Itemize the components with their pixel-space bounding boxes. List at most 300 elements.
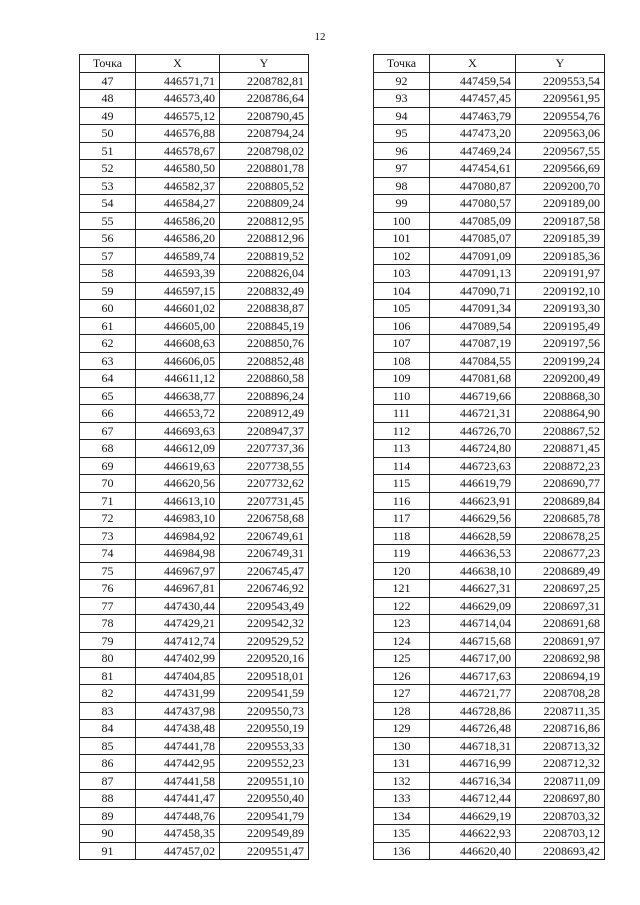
cell-point: 81 bbox=[80, 667, 136, 685]
cell-x: 446984,92 bbox=[136, 527, 220, 545]
table-row bbox=[374, 107, 605, 125]
cell-point: 57 bbox=[80, 247, 136, 265]
cell-y: 2208868,30 bbox=[516, 387, 605, 405]
cell-point: 89 bbox=[80, 807, 136, 825]
cell-point: 72 bbox=[80, 510, 136, 528]
cell-point: 104 bbox=[374, 282, 430, 300]
table-row bbox=[374, 370, 605, 388]
table-row bbox=[374, 562, 605, 580]
cell-x: 446638,10 bbox=[430, 562, 516, 580]
cell-x: 446719,66 bbox=[430, 387, 516, 405]
cell-x: 447412,74 bbox=[136, 632, 220, 650]
cell-y: 2209541,79 bbox=[220, 807, 309, 825]
table-row bbox=[80, 737, 309, 755]
cell-y: 2208703,32 bbox=[516, 807, 605, 825]
cell-x: 446716,34 bbox=[430, 772, 516, 790]
header-point: Точка bbox=[374, 55, 430, 73]
cell-point: 85 bbox=[80, 737, 136, 755]
cell-y: 2209185,39 bbox=[516, 230, 605, 248]
table-row bbox=[80, 352, 309, 370]
table-row bbox=[374, 422, 605, 440]
cell-point: 102 bbox=[374, 247, 430, 265]
cell-x: 446575,12 bbox=[136, 107, 220, 125]
cell-y: 2209189,00 bbox=[516, 195, 605, 213]
cell-y: 2209551,47 bbox=[220, 842, 309, 860]
cell-y: 2208689,49 bbox=[516, 562, 605, 580]
cell-x: 447085,09 bbox=[430, 212, 516, 230]
table-row bbox=[80, 632, 309, 650]
cell-x: 446723,63 bbox=[430, 457, 516, 475]
cell-x: 446628,59 bbox=[430, 527, 516, 545]
table-row bbox=[374, 72, 605, 90]
cell-point: 71 bbox=[80, 492, 136, 510]
cell-y: 2208812,95 bbox=[220, 212, 309, 230]
cell-x: 446636,53 bbox=[430, 545, 516, 563]
table-row bbox=[80, 492, 309, 510]
cell-y: 2206749,61 bbox=[220, 527, 309, 545]
cell-y: 2208838,87 bbox=[220, 300, 309, 318]
cell-x: 446608,63 bbox=[136, 335, 220, 353]
cell-y: 2209199,24 bbox=[516, 352, 605, 370]
cell-point: 74 bbox=[80, 545, 136, 563]
cell-point: 49 bbox=[80, 107, 136, 125]
cell-y: 2209197,56 bbox=[516, 335, 605, 353]
cell-point: 95 bbox=[374, 125, 430, 143]
cell-point: 66 bbox=[80, 405, 136, 423]
table-row bbox=[80, 90, 309, 108]
table-row bbox=[80, 580, 309, 598]
cell-point: 75 bbox=[80, 562, 136, 580]
table-row bbox=[374, 317, 605, 335]
cell-x: 447441,78 bbox=[136, 737, 220, 755]
cell-x: 446638,77 bbox=[136, 387, 220, 405]
table-row bbox=[374, 247, 605, 265]
cell-point: 128 bbox=[374, 702, 430, 720]
cell-x: 447429,21 bbox=[136, 615, 220, 633]
cell-y: 2206746,92 bbox=[220, 580, 309, 598]
cell-y: 2208798,02 bbox=[220, 142, 309, 160]
cell-x: 446597,15 bbox=[136, 282, 220, 300]
cell-x: 446728,86 bbox=[430, 702, 516, 720]
cell-y: 2208697,31 bbox=[516, 597, 605, 615]
cell-point: 91 bbox=[80, 842, 136, 860]
cell-y: 2208805,52 bbox=[220, 177, 309, 195]
cell-y: 2208703,12 bbox=[516, 825, 605, 843]
table-row bbox=[80, 177, 309, 195]
table-body bbox=[374, 72, 605, 860]
cell-point: 110 bbox=[374, 387, 430, 405]
cell-y: 2209551,10 bbox=[220, 772, 309, 790]
cell-y: 2208691,97 bbox=[516, 632, 605, 650]
cell-x: 447473,20 bbox=[430, 125, 516, 143]
cell-y: 2208697,25 bbox=[516, 580, 605, 598]
table-row bbox=[374, 475, 605, 493]
cell-y: 2208850,76 bbox=[220, 335, 309, 353]
cell-point: 108 bbox=[374, 352, 430, 370]
table-row bbox=[374, 807, 605, 825]
cell-point: 90 bbox=[80, 825, 136, 843]
cell-x: 446619,79 bbox=[430, 475, 516, 493]
table-row bbox=[374, 650, 605, 668]
table-row bbox=[80, 510, 309, 528]
cell-x: 446576,88 bbox=[136, 125, 220, 143]
cell-x: 447404,85 bbox=[136, 667, 220, 685]
table-row bbox=[80, 72, 309, 90]
cell-point: 61 bbox=[80, 317, 136, 335]
cell-y: 2208794,24 bbox=[220, 125, 309, 143]
cell-x: 447430,44 bbox=[136, 597, 220, 615]
cell-x: 447438,48 bbox=[136, 720, 220, 738]
cell-point: 77 bbox=[80, 597, 136, 615]
cell-x: 447448,76 bbox=[136, 807, 220, 825]
header-y: Y bbox=[220, 55, 309, 73]
cell-point: 122 bbox=[374, 597, 430, 615]
cell-point: 78 bbox=[80, 615, 136, 633]
cell-point: 65 bbox=[80, 387, 136, 405]
cell-x: 446589,74 bbox=[136, 247, 220, 265]
cell-y: 2209549,89 bbox=[220, 825, 309, 843]
cell-point: 136 bbox=[374, 842, 430, 860]
cell-point: 79 bbox=[80, 632, 136, 650]
cell-y: 2206758,68 bbox=[220, 510, 309, 528]
cell-y: 2208786,64 bbox=[220, 90, 309, 108]
cell-x: 447091,09 bbox=[430, 247, 516, 265]
cell-point: 119 bbox=[374, 545, 430, 563]
page-number: 12 bbox=[314, 31, 326, 43]
header-y: Y bbox=[516, 55, 605, 73]
cell-x: 446629,09 bbox=[430, 597, 516, 615]
cell-point: 59 bbox=[80, 282, 136, 300]
cell-y: 2208852,48 bbox=[220, 352, 309, 370]
cell-x: 446623,91 bbox=[430, 492, 516, 510]
cell-y: 2208713,32 bbox=[516, 737, 605, 755]
cell-point: 107 bbox=[374, 335, 430, 353]
table-row bbox=[374, 825, 605, 843]
cell-y: 2209542,32 bbox=[220, 615, 309, 633]
cell-y: 2209541,59 bbox=[220, 685, 309, 703]
cell-point: 120 bbox=[374, 562, 430, 580]
cell-point: 96 bbox=[374, 142, 430, 160]
cell-x: 446620,56 bbox=[136, 475, 220, 493]
table-row bbox=[80, 755, 309, 773]
cell-y: 2208826,04 bbox=[220, 265, 309, 283]
table-row bbox=[374, 737, 605, 755]
cell-point: 84 bbox=[80, 720, 136, 738]
cell-point: 54 bbox=[80, 195, 136, 213]
cell-x: 447437,98 bbox=[136, 702, 220, 720]
table-row bbox=[374, 772, 605, 790]
coordinates-table-left bbox=[79, 54, 309, 860]
cell-y: 2208912,49 bbox=[220, 405, 309, 423]
table-body bbox=[80, 72, 309, 860]
cell-x: 447454,61 bbox=[430, 160, 516, 178]
table-row bbox=[374, 842, 605, 860]
cell-point: 50 bbox=[80, 125, 136, 143]
table-row bbox=[80, 475, 309, 493]
table-row bbox=[80, 790, 309, 808]
cell-x: 447457,02 bbox=[136, 842, 220, 860]
table-row bbox=[80, 720, 309, 738]
table-row bbox=[80, 842, 309, 860]
table-row bbox=[374, 720, 605, 738]
cell-point: 133 bbox=[374, 790, 430, 808]
cell-x: 447081,68 bbox=[430, 370, 516, 388]
cell-y: 2208819,52 bbox=[220, 247, 309, 265]
cell-x: 446717,00 bbox=[430, 650, 516, 668]
cell-x: 446573,40 bbox=[136, 90, 220, 108]
cell-y: 2209554,76 bbox=[516, 107, 605, 125]
cell-x: 446580,50 bbox=[136, 160, 220, 178]
table-row bbox=[80, 667, 309, 685]
cell-point: 93 bbox=[374, 90, 430, 108]
cell-point: 47 bbox=[80, 72, 136, 90]
cell-point: 115 bbox=[374, 475, 430, 493]
cell-point: 123 bbox=[374, 615, 430, 633]
table-row bbox=[80, 825, 309, 843]
cell-point: 87 bbox=[80, 772, 136, 790]
table-row bbox=[80, 562, 309, 580]
header-x: X bbox=[136, 55, 220, 73]
cell-y: 2208678,25 bbox=[516, 527, 605, 545]
cell-y: 2208711,09 bbox=[516, 772, 605, 790]
cell-x: 447441,47 bbox=[136, 790, 220, 808]
cell-point: 126 bbox=[374, 667, 430, 685]
table-row bbox=[374, 597, 605, 615]
table-row bbox=[374, 510, 605, 528]
cell-point: 86 bbox=[80, 755, 136, 773]
cell-y: 2209561,95 bbox=[516, 90, 605, 108]
cell-point: 63 bbox=[80, 352, 136, 370]
cell-point: 52 bbox=[80, 160, 136, 178]
table-row bbox=[80, 282, 309, 300]
cell-y: 2209187,58 bbox=[516, 212, 605, 230]
table-row bbox=[374, 440, 605, 458]
table-row bbox=[374, 615, 605, 633]
table-row bbox=[80, 335, 309, 353]
cell-y: 2208832,49 bbox=[220, 282, 309, 300]
cell-x: 446726,48 bbox=[430, 720, 516, 738]
table-row bbox=[374, 387, 605, 405]
table-row bbox=[80, 195, 309, 213]
cell-point: 73 bbox=[80, 527, 136, 545]
cell-y: 2208809,24 bbox=[220, 195, 309, 213]
table-row bbox=[374, 195, 605, 213]
cell-y: 2207737,36 bbox=[220, 440, 309, 458]
cell-x: 447463,79 bbox=[430, 107, 516, 125]
cell-y: 2208689,84 bbox=[516, 492, 605, 510]
table-row bbox=[374, 160, 605, 178]
cell-x: 447441,58 bbox=[136, 772, 220, 790]
cell-y: 2209563,06 bbox=[516, 125, 605, 143]
header-point: Точка bbox=[80, 55, 136, 73]
table-row bbox=[80, 527, 309, 545]
cell-x: 446620,40 bbox=[430, 842, 516, 860]
cell-point: 97 bbox=[374, 160, 430, 178]
cell-x: 446718,31 bbox=[430, 737, 516, 755]
cell-y: 2207731,45 bbox=[220, 492, 309, 510]
table-row bbox=[80, 457, 309, 475]
cell-y: 2208690,77 bbox=[516, 475, 605, 493]
cell-x: 447431,99 bbox=[136, 685, 220, 703]
cell-x: 446693,63 bbox=[136, 422, 220, 440]
table-row bbox=[80, 230, 309, 248]
cell-y: 2209543,49 bbox=[220, 597, 309, 615]
table-row bbox=[374, 265, 605, 283]
cell-x: 446967,97 bbox=[136, 562, 220, 580]
cell-y: 2206745,47 bbox=[220, 562, 309, 580]
cell-point: 125 bbox=[374, 650, 430, 668]
cell-point: 82 bbox=[80, 685, 136, 703]
table-row bbox=[374, 177, 605, 195]
cell-point: 51 bbox=[80, 142, 136, 160]
table-row bbox=[374, 300, 605, 318]
cell-point: 127 bbox=[374, 685, 430, 703]
cell-point: 88 bbox=[80, 790, 136, 808]
cell-x: 447402,99 bbox=[136, 650, 220, 668]
cell-y: 2209191,97 bbox=[516, 265, 605, 283]
cell-x: 446721,31 bbox=[430, 405, 516, 423]
table-row bbox=[374, 230, 605, 248]
table-row bbox=[80, 125, 309, 143]
cell-x: 446712,44 bbox=[430, 790, 516, 808]
cell-x: 446983,10 bbox=[136, 510, 220, 528]
cell-x: 447457,45 bbox=[430, 90, 516, 108]
table-row bbox=[80, 160, 309, 178]
cell-x: 446721,77 bbox=[430, 685, 516, 703]
table-row bbox=[374, 335, 605, 353]
cell-x: 447089,54 bbox=[430, 317, 516, 335]
cell-point: 64 bbox=[80, 370, 136, 388]
cell-x: 447080,87 bbox=[430, 177, 516, 195]
cell-point: 134 bbox=[374, 807, 430, 825]
cell-y: 2209550,19 bbox=[220, 720, 309, 738]
cell-y: 2208712,32 bbox=[516, 755, 605, 773]
cell-x: 446586,20 bbox=[136, 212, 220, 230]
cell-x: 446593,39 bbox=[136, 265, 220, 283]
cell-point: 55 bbox=[80, 212, 136, 230]
cell-y: 2208801,78 bbox=[220, 160, 309, 178]
cell-x: 446967,81 bbox=[136, 580, 220, 598]
cell-x: 447080,57 bbox=[430, 195, 516, 213]
cell-point: 116 bbox=[374, 492, 430, 510]
cell-y: 2209185,36 bbox=[516, 247, 605, 265]
cell-y: 2208693,42 bbox=[516, 842, 605, 860]
table-row bbox=[374, 142, 605, 160]
table-row bbox=[80, 317, 309, 335]
cell-x: 446724,80 bbox=[430, 440, 516, 458]
table-row bbox=[80, 107, 309, 125]
cell-y: 2209550,73 bbox=[220, 702, 309, 720]
table-row bbox=[374, 755, 605, 773]
cell-point: 99 bbox=[374, 195, 430, 213]
table-row bbox=[80, 702, 309, 720]
cell-y: 2209520,16 bbox=[220, 650, 309, 668]
cell-y: 2208711,35 bbox=[516, 702, 605, 720]
table-row bbox=[80, 370, 309, 388]
table-row bbox=[374, 685, 605, 703]
cell-y: 2209192,10 bbox=[516, 282, 605, 300]
cell-point: 112 bbox=[374, 422, 430, 440]
cell-y: 2206749,31 bbox=[220, 545, 309, 563]
cell-y: 2209567,55 bbox=[516, 142, 605, 160]
cell-y: 2208790,45 bbox=[220, 107, 309, 125]
cell-point: 132 bbox=[374, 772, 430, 790]
table-row bbox=[374, 702, 605, 720]
cell-point: 68 bbox=[80, 440, 136, 458]
cell-point: 62 bbox=[80, 335, 136, 353]
cell-y: 2208691,68 bbox=[516, 615, 605, 633]
cell-x: 447087,19 bbox=[430, 335, 516, 353]
table-row bbox=[374, 790, 605, 808]
cell-point: 114 bbox=[374, 457, 430, 475]
table-row bbox=[374, 527, 605, 545]
table-row bbox=[374, 352, 605, 370]
table-header bbox=[374, 55, 605, 73]
cell-x: 446629,56 bbox=[430, 510, 516, 528]
cell-x: 447459,54 bbox=[430, 72, 516, 90]
cell-point: 58 bbox=[80, 265, 136, 283]
table-row bbox=[80, 615, 309, 633]
cell-x: 446717,63 bbox=[430, 667, 516, 685]
table-row bbox=[80, 300, 309, 318]
table-row bbox=[80, 685, 309, 703]
cell-y: 2208872,23 bbox=[516, 457, 605, 475]
cell-point: 69 bbox=[80, 457, 136, 475]
table-row bbox=[374, 405, 605, 423]
cell-point: 48 bbox=[80, 90, 136, 108]
cell-y: 2209518,01 bbox=[220, 667, 309, 685]
cell-point: 92 bbox=[374, 72, 430, 90]
table-row bbox=[80, 212, 309, 230]
cell-y: 2209550,40 bbox=[220, 790, 309, 808]
cell-point: 113 bbox=[374, 440, 430, 458]
cell-point: 53 bbox=[80, 177, 136, 195]
cell-x: 447090,71 bbox=[430, 282, 516, 300]
cell-y: 2209553,54 bbox=[516, 72, 605, 90]
cell-point: 100 bbox=[374, 212, 430, 230]
table-row bbox=[80, 247, 309, 265]
cell-x: 446627,31 bbox=[430, 580, 516, 598]
cell-y: 2209529,52 bbox=[220, 632, 309, 650]
cell-x: 446622,93 bbox=[430, 825, 516, 843]
cell-point: 117 bbox=[374, 510, 430, 528]
cell-x: 447458,35 bbox=[136, 825, 220, 843]
cell-x: 446716,99 bbox=[430, 755, 516, 773]
cell-y: 2208685,78 bbox=[516, 510, 605, 528]
table-row bbox=[80, 597, 309, 615]
table-row bbox=[374, 125, 605, 143]
cell-x: 446584,27 bbox=[136, 195, 220, 213]
cell-x: 446611,12 bbox=[136, 370, 220, 388]
table-row bbox=[80, 772, 309, 790]
cell-y: 2209553,33 bbox=[220, 737, 309, 755]
cell-x: 446612,09 bbox=[136, 440, 220, 458]
cell-x: 446586,20 bbox=[136, 230, 220, 248]
cell-x: 446613,10 bbox=[136, 492, 220, 510]
cell-y: 2208677,23 bbox=[516, 545, 605, 563]
table-row bbox=[374, 545, 605, 563]
cell-point: 70 bbox=[80, 475, 136, 493]
cell-y: 2209566,69 bbox=[516, 160, 605, 178]
cell-point: 76 bbox=[80, 580, 136, 598]
cell-point: 103 bbox=[374, 265, 430, 283]
cell-x: 446629,19 bbox=[430, 807, 516, 825]
cell-point: 98 bbox=[374, 177, 430, 195]
cell-x: 446653,72 bbox=[136, 405, 220, 423]
cell-y: 2208867,52 bbox=[516, 422, 605, 440]
cell-point: 94 bbox=[374, 107, 430, 125]
table-row bbox=[80, 440, 309, 458]
